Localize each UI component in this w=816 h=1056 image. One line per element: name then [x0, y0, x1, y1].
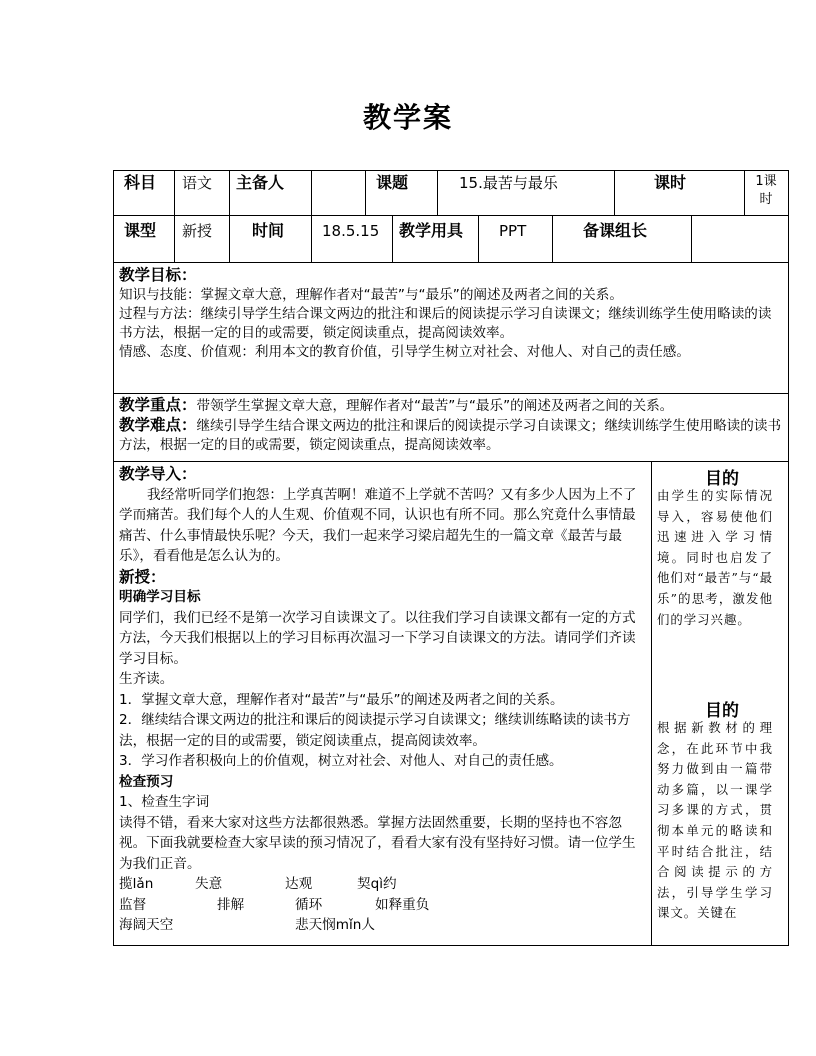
word-row — [119, 915, 639, 936]
word-item: 排解 — [217, 896, 245, 913]
word-item: 海阔天空 — [119, 917, 174, 933]
lesson-content — [119, 464, 639, 936]
word-row — [119, 874, 639, 895]
lead-label: 主备人 — [236, 173, 285, 192]
words-intro: 读得不错，看来大家对这些方法都很熟悉。掌握方法固然重要，长期的坚持也不容忽视。下面我就要检查大家早读的预习情况了，看看大家有没有坚持好习惯。请一位学生为我们正音。 — [119, 814, 636, 872]
difficulty-label: 教学难点： — [119, 416, 197, 434]
focus-section — [119, 396, 784, 455]
subject-label: 科目 — [124, 173, 157, 192]
intro-text: 我经常听同学们抱怨：上学真苦啊！难道不上学就不苦吗？又有多少人因为上不了学而痛苦。我们每个人的人生观、价值观不同，认识也有所不同。那么究竟什么事情最痛苦、什么事情最快乐呢？今天，我们一起来学习梁启超先生的一篇文章《最苦与最乐》，看看他是怎么认为的。 — [119, 486, 637, 564]
preview-heading: 检查预习 — [119, 773, 174, 790]
table-row-divider — [113, 461, 789, 462]
table-row-divider — [113, 393, 789, 394]
side-note-text: 根据新教材的理念，在此环节中我努力做到由一篇带动多篇，以一课学习多课的方式，贯彻本单元的略读和平时结合批注，结合阅读提示的方法，引导学生学习课文。关键在 — [657, 720, 773, 921]
col-divider — [229, 170, 230, 262]
table-row-divider — [113, 215, 789, 216]
col-divider — [552, 215, 553, 262]
table-border-left — [113, 170, 114, 946]
group-label: 备课组长 — [583, 221, 648, 240]
table-border-top — [113, 170, 789, 171]
goal-item: 1．掌握文章大意，理解作者对“最苦”与“最乐”的阐述及两者之间的关系。 — [119, 691, 564, 708]
hours-label: 课时 — [654, 173, 687, 192]
word-row — [119, 895, 639, 916]
tools-value: PPT — [499, 222, 527, 240]
col-divider — [691, 215, 692, 262]
col-divider — [311, 170, 312, 262]
goals-heading: 明确学习目标 — [119, 589, 201, 605]
type-value: 新授 — [182, 222, 213, 240]
word-item: 监督 — [119, 896, 147, 913]
col-divider — [744, 170, 745, 216]
topic-value: 15.最苦与最乐 — [459, 174, 558, 192]
col-divider — [392, 215, 393, 262]
goals-intro: 同学们，我们已经不是第一次学习自读课文了。以往我们学习自读课文都有一定的方式方法，今天我们根据以上的学习目标再次温习一下学习自读课文的方法。请同学们齐读学习目标。 — [119, 609, 636, 667]
side-column-divider — [651, 461, 652, 946]
subject-value: 语文 — [182, 174, 213, 192]
difficulty-text: 继续引导学生结合课文两边的批注和课后的阅读提示学习自读课文；继续训练学生使用略读的读书方法，根据一定的目的或需要，锁定阅读重点，提高阅读效率。 — [119, 418, 782, 453]
col-divider — [174, 170, 175, 262]
tools-label: 教学用具 — [399, 221, 464, 240]
goal-item: 2．继续结合课文两边的批注和课后的阅读提示学习自读课文；继续训练略读的读书方法，根据一定的目的或需要，锁定阅读重点，提高阅读效率。 — [119, 712, 631, 749]
col-divider — [365, 170, 366, 216]
words-heading: 1、检查生字词 — [119, 794, 210, 810]
table-row-divider — [113, 262, 789, 263]
col-divider — [478, 215, 479, 262]
table-border-right — [788, 170, 789, 946]
word-item: 达观 — [285, 876, 313, 892]
read-aloud: 生齐读。 — [119, 671, 174, 687]
objectives-section — [119, 266, 784, 362]
table-border-bottom — [113, 945, 789, 946]
side-note-title: 目的 — [705, 701, 739, 721]
side-note-text: 由学生的实际情况导入，容易使他们迅速进入学习情境。同时也启发了他们对“最苦”与“最乐”的思考，激发他们的学习兴趣。 — [657, 488, 773, 627]
word-item: 揽lǎn — [119, 876, 154, 892]
type-label: 课型 — [124, 221, 157, 240]
word-item: 失意 — [195, 876, 223, 892]
time-value: 18.5.15 — [322, 222, 380, 240]
side-note-title: 目的 — [705, 469, 739, 489]
word-item: 如释重负 — [375, 896, 430, 913]
key-point-label: 教学重点： — [119, 396, 197, 414]
word-item: 循环 — [295, 896, 323, 913]
word-item: 契qì约 — [357, 876, 397, 892]
word-item: 悲天悯mǐn人 — [295, 917, 376, 933]
objective-emotion: 情感、态度、价值观：利用本文的教育价值，引导学生树立对社会、对他人、对自己的责任感。 — [119, 344, 690, 360]
topic-label: 课题 — [376, 173, 409, 192]
objective-process: 过程与方法：继续引导学生结合课文两边的批注和课后的阅读提示学习自读课文；继续训练学生使用略读的读书方法，根据一定的目的或需要，锁定阅读重点，提高阅读效率。 — [119, 306, 772, 341]
col-divider — [437, 170, 438, 216]
intro-label: 教学导入： — [119, 465, 197, 483]
key-point-text: 带领学生掌握文章大意，理解作者对“最苦”与“最乐”的阐述及两者之间的关系。 — [196, 398, 674, 414]
new-lesson-label: 新授： — [119, 567, 166, 586]
col-divider — [614, 170, 615, 216]
time-label: 时间 — [252, 221, 285, 240]
page-title: 教学案 — [362, 101, 453, 134]
objective-knowledge: 知识与技能：掌握文章大意，理解作者对“最苦”与“最乐”的阐述及两者之间的关系。 — [119, 287, 623, 303]
goal-item: 3．学习作者积极向上的价值观，树立对社会、对他人、对自己的责任感。 — [119, 753, 563, 769]
hours-value: 1课时 — [755, 174, 777, 207]
objectives-label: 教学目标： — [119, 266, 197, 284]
